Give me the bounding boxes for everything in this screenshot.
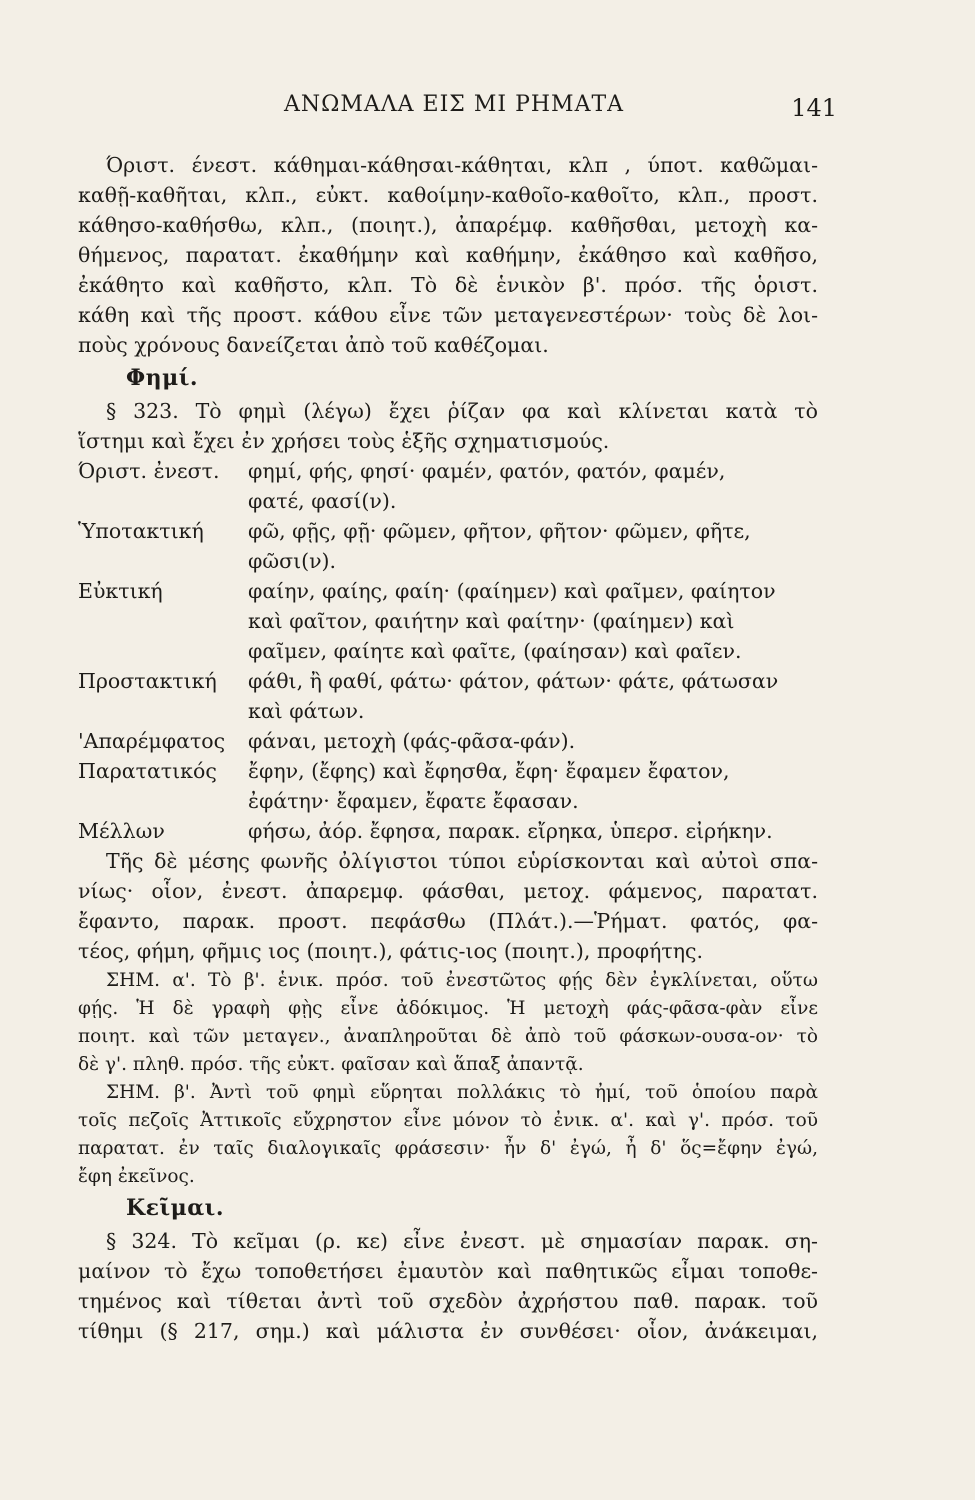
text-line: § 323. Τὸ φημὶ (λέγω) ἔχει ῥίζαν φα καὶ κλίνεται κατὰ τὸ	[106, 399, 818, 423]
middle-voice-paragraph	[78, 846, 818, 966]
mood-label: Προστακτική	[78, 669, 217, 693]
form-line: φήσω, ἀόρ. ἔφησα, παρακ. εἴρηκα, ὑπερσ. εἰρήκην.	[248, 819, 773, 843]
text-line: κάθησο-καθήσθω, κλπ., (ποιητ.), ἀπαρέμφ. καθῆσθαι, μετοχὴ κα-	[78, 213, 818, 237]
form-line: φῶσι(ν).	[248, 549, 337, 573]
text-line: τίθημι (§ 217, σημ.) καὶ μάλιστα ἐν συνθέσει· οἷον, ἀνάκειμαι,	[78, 1319, 818, 1343]
body-text	[78, 150, 818, 1346]
form-line: φῶ, φῇς, φῇ· φῶμεν, φῆτον, φῆτον· φῶμεν, φῆτε,	[248, 519, 751, 543]
form-line: φαῖμεν, φαίητε καὶ φαῖτε, (φαίησαν) καὶ φαῖεν.	[248, 639, 742, 663]
mood-label: Μέλλων	[78, 819, 165, 843]
mood-forms	[248, 816, 818, 846]
page-number: 141	[791, 94, 837, 122]
text-line: τέος, φήμη, φῆμις ιος (ποιητ.), φάτις-ιος (ποιητ.), προφήτης.	[78, 939, 703, 963]
section-heading-phemi: Φημί.	[126, 365, 199, 391]
mood-forms	[248, 756, 818, 816]
form-line: καὶ φαῖτον, φαιήτην καὶ φαίτην· (φαίημεν) καὶ	[248, 609, 735, 633]
text-line: τοῖς πεζοῖς Ἀττικοῖς εὔχρηστον εἶνε μόνον τὸ ἐνικ. α'. καὶ γ'. πρόσ. τοῦ	[78, 1110, 818, 1131]
page-header	[78, 92, 837, 132]
section-324	[78, 1226, 818, 1346]
text-line: ἔφη ἐκεῖνος.	[78, 1166, 195, 1187]
form-line: φαίην, φαίης, φαίη· (φαίημεν) καὶ φαῖμεν, φαίητον	[248, 579, 776, 603]
text-line: § 324. Τὸ κεῖμαι (ρ. κε) εἶνε ἐνεστ. μὲ σημασίαν παρακ. ση-	[106, 1229, 818, 1253]
text-line: θήμενος, παρατατ. ἐκαθήμην καὶ καθήμην, ἐκάθησο καὶ καθῆσο,	[78, 243, 818, 267]
conjugation-row	[78, 516, 818, 576]
mood-forms	[248, 456, 818, 516]
conjugation-row	[78, 576, 818, 666]
section-heading-keimai: Κεῖμαι.	[126, 1195, 224, 1221]
text-line: ἔφαντο, παρακ. προστ. πεφάσθω (Πλάτ.).—Ῥήματ. φατός, φα-	[78, 909, 818, 933]
mood-forms	[248, 726, 818, 756]
conjugation-row	[78, 756, 818, 816]
text-line: ΣΗΜ. α'. Τὸ β'. ἑνικ. πρόσ. τοῦ ἐνεστῶτος φῄς δὲν ἐγκλίνεται, οὕτω	[106, 970, 818, 991]
text-line: φῄς. Ἡ δὲ γραφὴ φῂς εἶνε ἀδόκιμος. Ἡ μετοχὴ φάς-φᾶσα-φὰν εἶνε	[78, 998, 818, 1019]
mood-forms	[248, 666, 818, 726]
running-title: ΑΝΩΜΑΛΑ ΕΙΣ ΜΙ ΡΗΜΑΤΑ	[284, 92, 625, 117]
conjugation-table	[78, 456, 818, 846]
conjugation-row	[78, 456, 818, 516]
text-line: καθῇ-καθῆται, κλπ., εὐκτ. καθοίμην-καθοῖο-καθοῖτο, κλπ., προστ.	[78, 183, 818, 207]
form-line: ἔφην, (ἔφης) καὶ ἔφησθα, ἔφη· ἔφαμεν ἔφατον,	[248, 759, 730, 783]
mood-forms	[248, 576, 818, 666]
text-line: Όριστ. ένεστ. κάθημαι-κάθησαι-κάθηται, κλπ , ύποτ. καθῶμαι-	[106, 153, 818, 177]
form-line: φάθι, ἢ φαθί, φάτω· φάτον, φάτων· φάτε, φάτωσαν	[248, 669, 779, 693]
mood-label: Ὑποτακτική	[78, 519, 204, 543]
form-line: καὶ φάτων.	[248, 699, 365, 723]
conjugation-row	[78, 726, 818, 756]
text-line: νίως· οἷον, ἐνεστ. ἀπαρεμφ. φάσθαι, μετοχ. φάμενος, παρατατ.	[78, 879, 818, 903]
conjugation-row	[78, 666, 818, 726]
form-line: φημί, φής, φησί· φαμέν, φατόν, φατόν, φαμέν,	[248, 459, 726, 483]
conjugation-row	[78, 816, 818, 846]
text-line: ποὺς χρόνους δανείζεται ἀπὸ τοῦ καθέζομαι.	[78, 333, 549, 357]
text-line: κάθη καὶ τῆς προστ. κάθου εἶνε τῶν μεταγενεστέρων· τοὺς δὲ λοι-	[78, 303, 818, 327]
text-line: ΣΗΜ. β'. Ἀντὶ τοῦ φημὶ εὕρηται πολλάκις τὸ ἠμί, τοῦ ὁποίου παρὰ	[106, 1082, 818, 1103]
form-line: φάναι, μετοχὴ (φάς-φᾶσα-φάν).	[248, 729, 576, 753]
mood-label: Εὐκτική	[78, 579, 163, 603]
form-line: ἐφάτην· ἔφαμεν, ἔφατε ἔφασαν.	[248, 789, 579, 813]
text-line: ποιητ. καὶ τῶν μεταγεν., ἀναπληροῦται δὲ ἀπὸ τοῦ φάσκων-ουσα-ον· τὸ	[78, 1026, 818, 1047]
text-line: Τῆς δὲ μέσης φωνῆς ὀλίγιστοι τύποι εὑρίσκονται καὶ αὐτοὶ σπα-	[106, 849, 818, 873]
text-line: ἐκάθητο καὶ καθῆστο, κλπ. Τὸ δὲ ἑνικὸν β'. πρόσ. τῆς ὁριστ.	[78, 273, 818, 297]
section-323	[78, 396, 818, 456]
note-alpha	[78, 966, 818, 1078]
text-line: δὲ γ'. πληθ. πρόσ. τῆς εὐκτ. φαῖσαν καὶ ἅπαξ ἀπαντᾷ.	[78, 1054, 584, 1075]
note-beta	[78, 1078, 818, 1190]
text-line: μαίνον τὸ ἔχω τοποθετήσει ἐμαυτὸν καὶ παθητικῶς εἶμαι τοποθε-	[78, 1259, 818, 1283]
intro-paragraph	[78, 150, 818, 360]
mood-label: Όριστ. ἐνεστ.	[78, 459, 220, 483]
mood-label: Παρατατικός	[78, 759, 217, 783]
text-line: ἵστημι καὶ ἔχει ἐν χρήσει τοὺς ἑξῆς σχηματισμούς.	[78, 429, 610, 453]
mood-forms	[248, 516, 818, 576]
form-line: φατέ, φασί(ν).	[248, 489, 397, 513]
mood-label: 'Απαρέμφατος	[78, 729, 226, 753]
text-line: παρατατ. ἐν ταῖς διαλογικαῖς φράσεσιν· ἦν δ' ἐγώ, ἦ δ' ὅς=ἔφην ἐγώ,	[78, 1138, 818, 1159]
text-line: τημένος καὶ τίθεται ἀντὶ τοῦ σχεδὸν ἀχρήστου παθ. παρακ. τοῦ	[78, 1289, 818, 1313]
